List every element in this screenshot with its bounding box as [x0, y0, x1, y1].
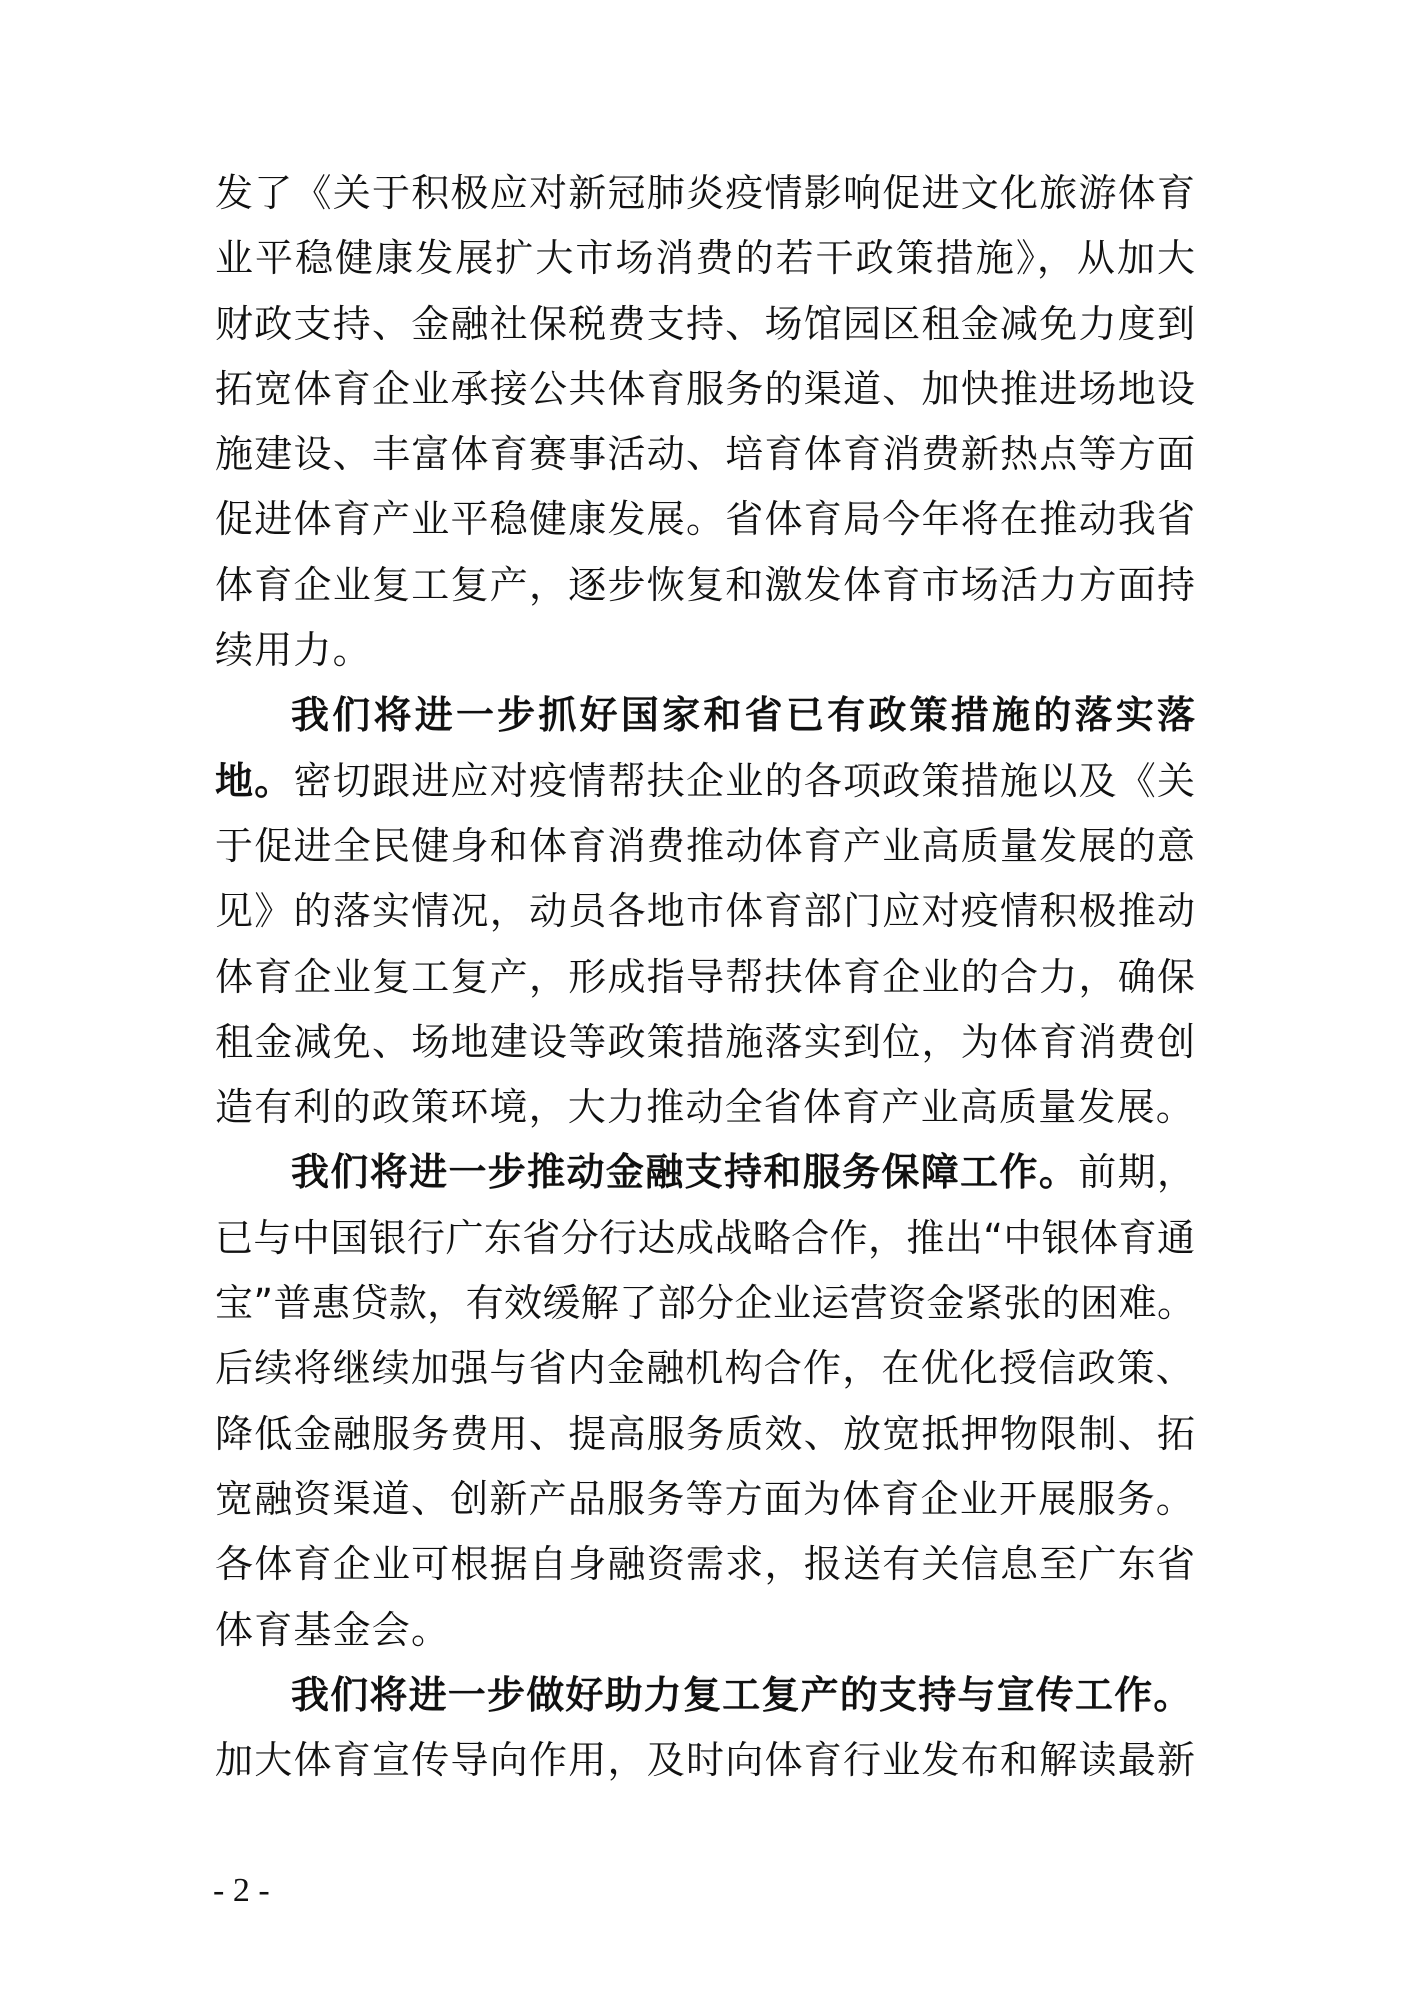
text-segment: 加大体育宣传导向作用，及时向体育行业发布和解读最新 — [215, 1738, 1195, 1783]
text-line-3 — [215, 299, 1195, 364]
text-line-14 — [215, 1017, 1195, 1082]
text-line-8 — [215, 625, 1195, 690]
text-segment: 降低金融服务费用、提高服务质效、放宽抵押物限制、拓 — [215, 1411, 1195, 1456]
text-line-1 — [215, 168, 1195, 233]
text-line-20 — [215, 1409, 1195, 1474]
text-line-11 — [215, 821, 1195, 886]
text-segment: 体育企业复工复产，逐步恢复和激发体育市场活力方面持 — [215, 562, 1195, 607]
text-segment: 租金减免、场地建设等政策措施落实到位，为体育消费创 — [215, 1019, 1195, 1064]
text-segment: 造有利的政策环境，大力推动全省体育产业高质量发展。 — [215, 1085, 1196, 1130]
text-segment: 业平稳健康发展扩大市场消费的若干政策措施》，从加大 — [215, 236, 1195, 281]
text-segment: 体育企业复工复产，形成指导帮扶体育企业的合力，确保 — [215, 954, 1195, 999]
text-segment: 施建设、丰富体育赛事活动、培育体育消费新热点等方面 — [215, 432, 1195, 477]
text-line-21 — [215, 1474, 1195, 1539]
text-segment: 后续将继续加强与省内金融机构合作，在优化授信政策、 — [215, 1346, 1196, 1391]
text-line-2 — [215, 233, 1195, 298]
text-segment: 已与中国银行广东省分行达成战略合作，推出“中银体育通 — [215, 1215, 1195, 1260]
text-segment: 财政支持、金融社保税费支持、场馆园区租金减免力度到 — [215, 301, 1195, 346]
text-segment: 见》的落实情况，动员各地市体育部门应对疫情积极推动 — [215, 889, 1195, 934]
text-line-15 — [215, 1082, 1195, 1147]
text-line-5 — [215, 429, 1195, 494]
section-heading-financial-support — [215, 1147, 1195, 1212]
text-segment: 密切跟进应对疫情帮扶企业的各项政策措施以及《关 — [293, 758, 1195, 803]
text-segment: 宽融资渠道、创新产品服务等方面为体育企业开展服务。 — [215, 1476, 1196, 1521]
text-segment: 发了《关于积极应对新冠肺炎疫情影响促进文化旅游体育 — [215, 171, 1195, 215]
text-line-18 — [215, 1278, 1195, 1343]
section-heading-publicity-support — [215, 1670, 1195, 1735]
text-line-10 — [215, 756, 1195, 821]
document-body — [215, 168, 1195, 1800]
bold-heading-segment: 我们将进一步推动金融支持和服务保障工作。 — [291, 1150, 1079, 1195]
bold-heading-segment: 地。 — [215, 758, 294, 803]
text-segment: 促进体育产业平稳健康发展。省体育局今年将在推动我省 — [215, 497, 1195, 542]
text-line-23 — [215, 1605, 1195, 1670]
text-line-4 — [215, 364, 1195, 429]
text-segment: 宝”普惠贷款，有效缓解了部分企业运营资金紧张的困难。 — [215, 1281, 1195, 1326]
text-segment: 体育基金会。 — [215, 1607, 451, 1652]
text-segment: 续用力。 — [215, 628, 372, 673]
text-line-12 — [215, 886, 1195, 951]
text-line-25 — [215, 1735, 1195, 1800]
text-line-22 — [215, 1539, 1195, 1604]
section-heading-policy-implementation — [215, 690, 1195, 755]
text-segment: 拓宽体育企业承接公共体育服务的渠道、加快推进场地设 — [215, 366, 1195, 411]
text-line-17 — [215, 1213, 1195, 1278]
text-segment: 各体育企业可根据自身融资需求，报送有关信息至广东省 — [215, 1542, 1195, 1587]
text-line-7 — [215, 560, 1195, 625]
text-line-19 — [215, 1343, 1195, 1408]
text-line-6 — [215, 494, 1195, 559]
text-segment: 于促进全民健身和体育消费推动体育产业高质量发展的意 — [215, 823, 1195, 868]
bold-heading-segment: 我们将进一步做好助力复工复产的支持与宣传工作。 — [291, 1672, 1193, 1717]
page-number: - 2 - — [213, 1872, 270, 1909]
text-line-13 — [215, 952, 1195, 1017]
text-segment: 前期， — [1078, 1150, 1195, 1195]
bold-heading-segment: 我们将进一步抓好国家和省已有政策措施的落实落 — [291, 693, 1195, 738]
